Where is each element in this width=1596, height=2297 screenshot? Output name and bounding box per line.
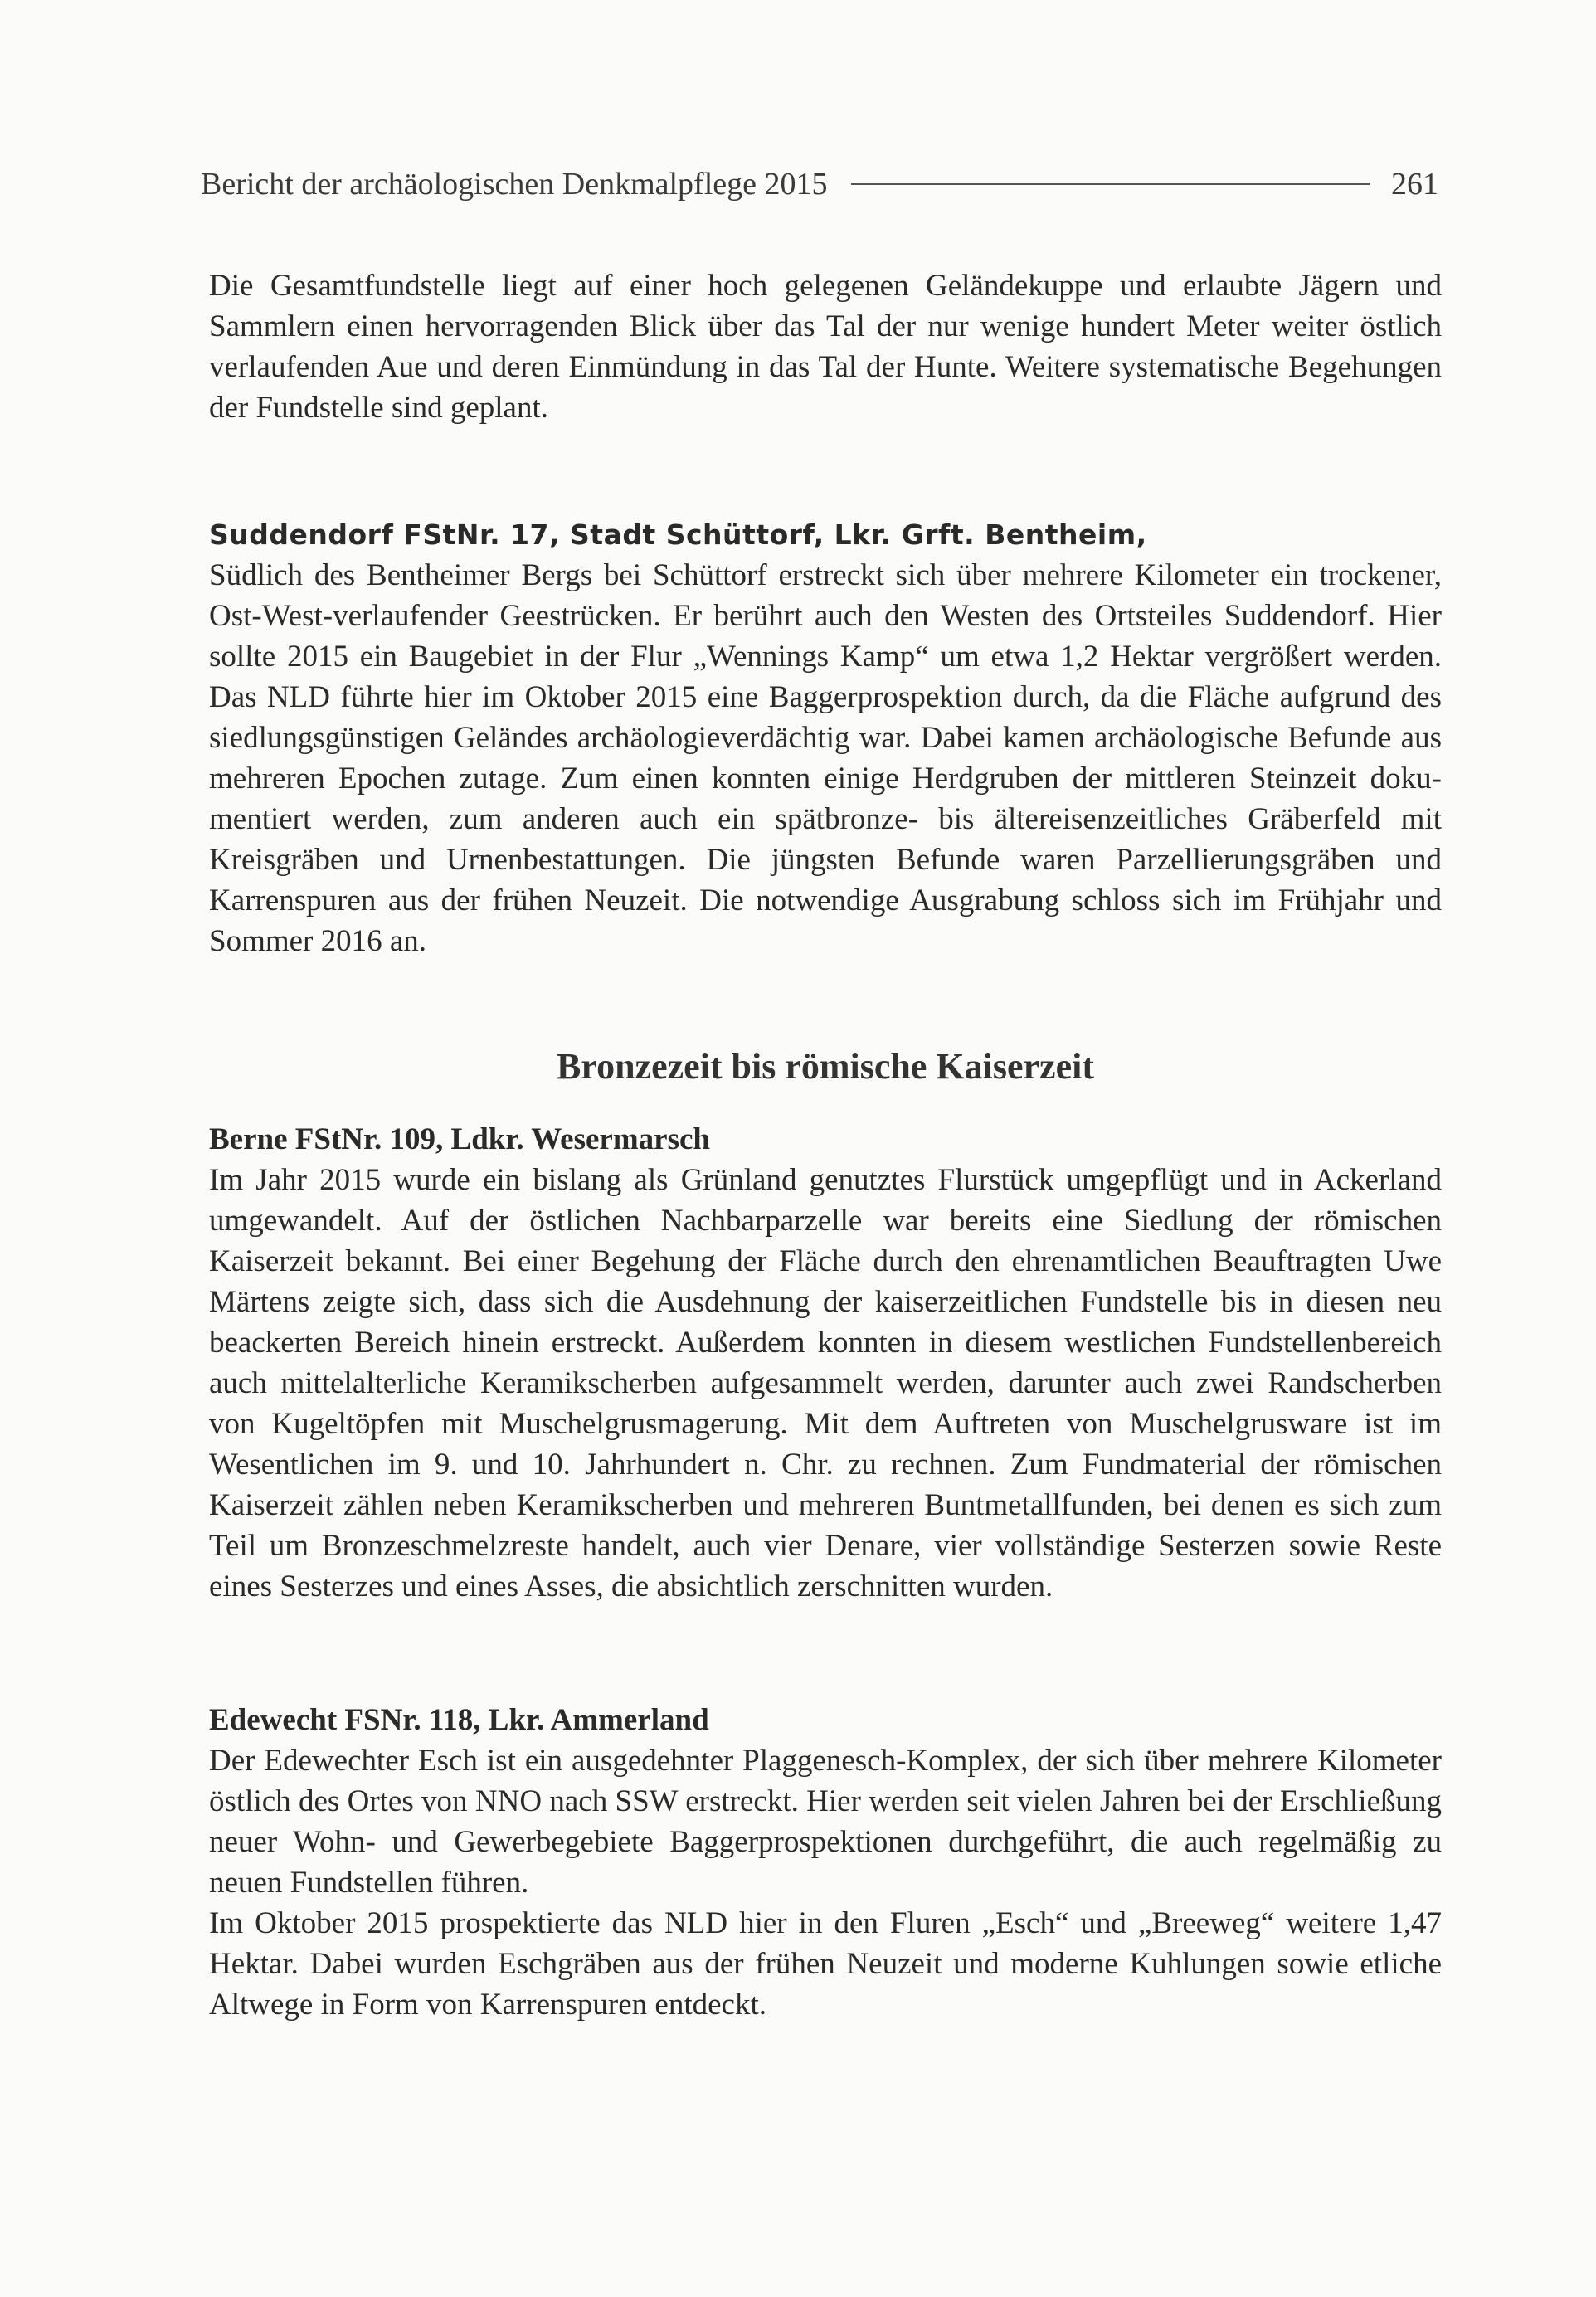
entry-paragraph: Im Jahr 2015 wurde ein bislang als Grünland genutztes Flurstück umgepflügt und in Ackerland umgewandelt. Auf der östlichen Nachbarparzelle war bereits eine Siedlung der römischen Kaiserzeit bekannt. Bei einer Begehung der Fläche durch den ehrenamtlichen Beauftragten Uwe Märtens zeigte sich, dass sich die Ausdehnung der kaiserzeitlichen Fundstelle bis in diesen neu beackerten Bereich hinein erstreckt. Außerdem konnten in diesem westlichen Fundstellenbereich auch mittelalterliche Keramikscherben aufgesammelt werden, darunter auch zwei Randscherben von Kugeltöpfen mit Muschelgrusmagerung. Mit dem Auftreten von Muschelgrusware ist im Wesentlichen im 9. und 10. Jahrhundert n. Chr. zu rechnen. Zum Fundmaterial der römischen Kaiserzeit zählen neben Keramikscherben und mehreren Buntmetallfunden, bei denen es sich zum Teil um Bronzeschmelzreste handelt, auch vier Denare, vier vollständige Sesterzen sowie Reste eines Sesterzes und eines Asses, die absichtlich zerschnitten wurden. — [209, 1163, 1442, 1604]
entry-heading: Edewecht FSNr. 118, Lkr. Ammerland — [209, 1703, 709, 1737]
page-number: 261 — [1391, 167, 1438, 202]
entry-paragraph: Im Oktober 2015 prospektierte das NLD hier in den Fluren „Esch“ und „Breeweg“ weitere 1,47 Hektar. Dabei wurden Eschgräben aus der frühen Neuzeit und moderne Kuhlungen sowie etliche Altwege in Form von Karrenspuren entdeckt. — [209, 1906, 1442, 2022]
running-header — [201, 159, 1438, 209]
entry-heading: Berne FStNr. 109, Ldkr. Wesermarsch — [209, 1122, 710, 1156]
header-rule — [851, 183, 1370, 185]
entry-edewecht — [209, 1700, 1442, 2025]
entry-heading: Suddendorf FStNr. 17, Stadt Schüttorf, Lkr. Grft. Bentheim, — [209, 518, 1147, 551]
page-content — [209, 265, 1442, 2025]
entry-berne — [209, 1119, 1442, 1607]
entry-paragraph: Der Edewechter Esch ist ein ausgedehnter Plaggenesch-Komplex, der sich über mehrere Kilometer östlich des Ortes von NNO nach SSW erstreckt. Hier werden seit vielen Jahren bei der Erschließung neuer Wohn- und Gewerbegebiete Baggerprospektionen durchgeführt, die auch regelmäßig zu neuen Fundstellen führen. — [209, 1744, 1442, 1900]
entry-suddendorf — [209, 514, 1442, 961]
intro-paragraph: Die Gesamtfundstelle liegt auf einer hoch gelegenen Geländekuppe und erlaubte Jägern und Sammlern einen hervorragenden Blick über das Tal der nur wenige hundert Meter weiter östlich verlaufenden Aue und deren Einmündung in das Tal der Hunte. Weitere systematische Begehungen der Fundstelle sind geplant. — [209, 269, 1442, 425]
entry-paragraph: Südlich des Bentheimer Bergs bei Schüttorf erstreckt sich über mehrere Kilometer ein trockener, Ost-West-verlaufender Geestrücken. Er berührt auch den Westen des Ortsteiles Suddendorf. Hier sollte 2015 ein Baugebiet in der Flur „Wennings Kamp“ um etwa 1,2 Hektar vergrößert werden. Das NLD führte hier im Oktober 2015 eine Baggerprospektion durch, da die Fläche aufgrund des siedlungsgünstigen Geländes archäologieverdächtig war. Dabei kamen archäologische Befunde aus mehreren Epochen zutage. Zum einen konnten einige Herdgruben der mittleren Steinzeit dokumentiert werden, zum anderen auch ein spätbronze- bis ältereisenzeitliches Gräberfeld mit Kreisgräben und Urnenbestattungen. Die jüngsten Befunde waren Parzellierungsgräben und Karrenspuren aus der frühen Neuzeit. Die notwendige Ausgrabung schloss sich im Frühjahr und Sommer 2016 an. — [209, 558, 1442, 958]
running-header-title: Bericht der archäologischen Denkmalpflege 2015 — [201, 167, 828, 202]
section-title: Bronzezeit bis römische Kaiserzeit — [557, 1046, 1094, 1087]
